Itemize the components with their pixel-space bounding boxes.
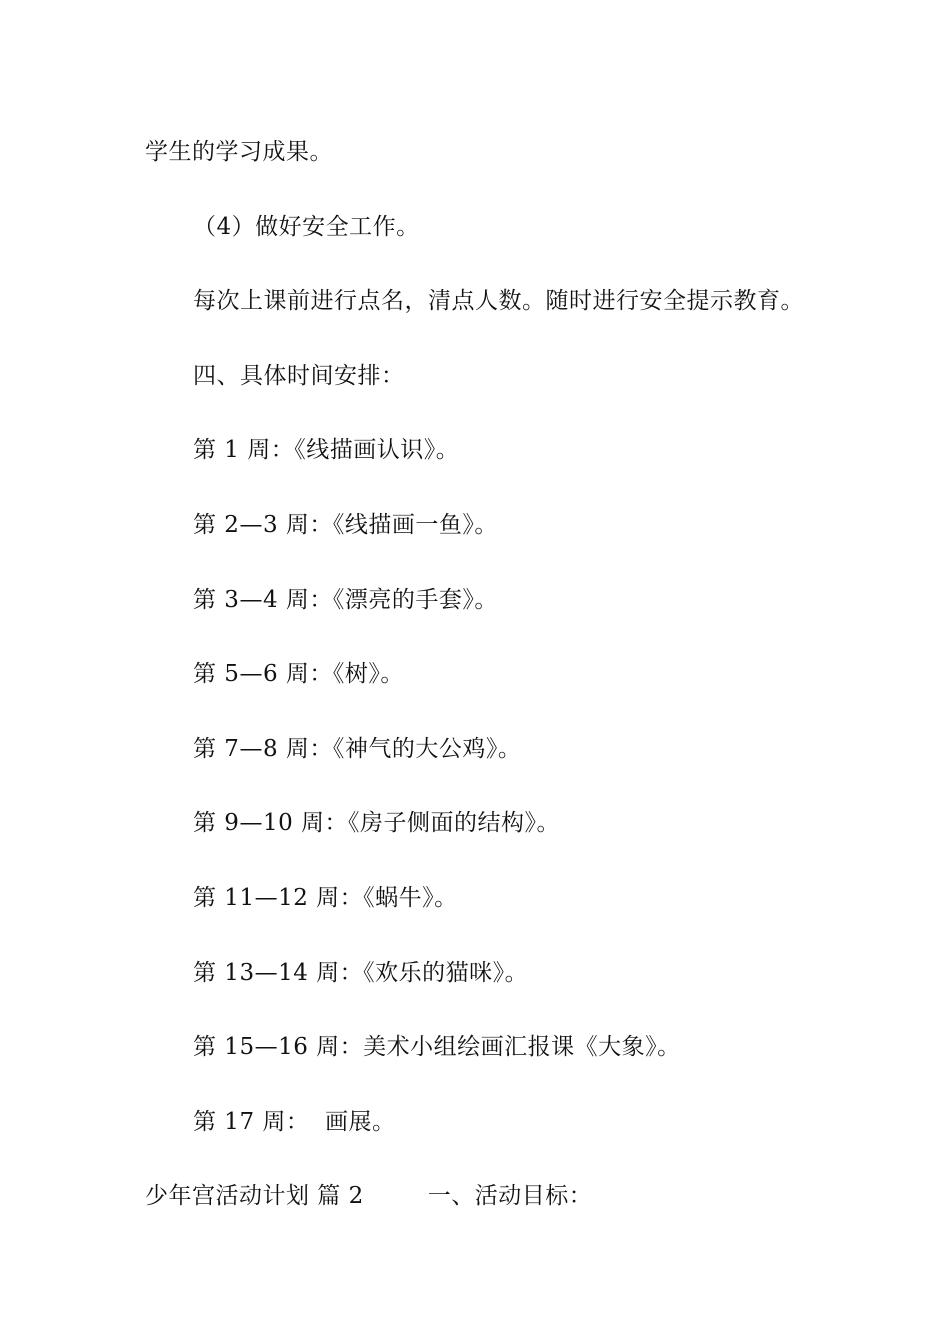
- schedule-item: 第 11—12 周：《蜗牛》。: [193, 885, 458, 911]
- schedule-item: 第 7—8 周：《神气的大公鸡》。: [193, 736, 522, 762]
- section-heading: 一、活动目标：: [427, 1183, 593, 1209]
- next-section-line: [145, 1181, 592, 1211]
- safety-text: 每次上课前进行点名，清点人数。随时进行安全提示教育。: [193, 288, 804, 314]
- schedule-item: 第 13—14 周：《欢乐的猫咪》。: [193, 960, 529, 986]
- schedule-heading: 四、具体时间安排：: [193, 363, 405, 389]
- continuation-text: 学生的学习成果。: [145, 139, 333, 165]
- schedule-item: 第 2—3 周：《线描画一鱼》。: [193, 512, 498, 538]
- schedule-item: 第 3—4 周：《漂亮的手套》。: [193, 587, 498, 613]
- schedule-item: 第 9—10 周：《房子侧面的结构》。: [193, 810, 561, 836]
- schedule-item: 第 1 周：《线描画认识》。: [193, 437, 460, 463]
- schedule-item: 第 5—6 周：《树》。: [193, 661, 404, 687]
- safety-heading: （4）做好安全工作。: [193, 214, 420, 240]
- schedule-item: 第 15—16 周：美术小组绘画汇报课《大象》。: [193, 1034, 681, 1060]
- section-title: 少年宫活动计划 篇 2: [145, 1183, 364, 1209]
- schedule-item: 第 17 周： 画展。: [193, 1109, 396, 1135]
